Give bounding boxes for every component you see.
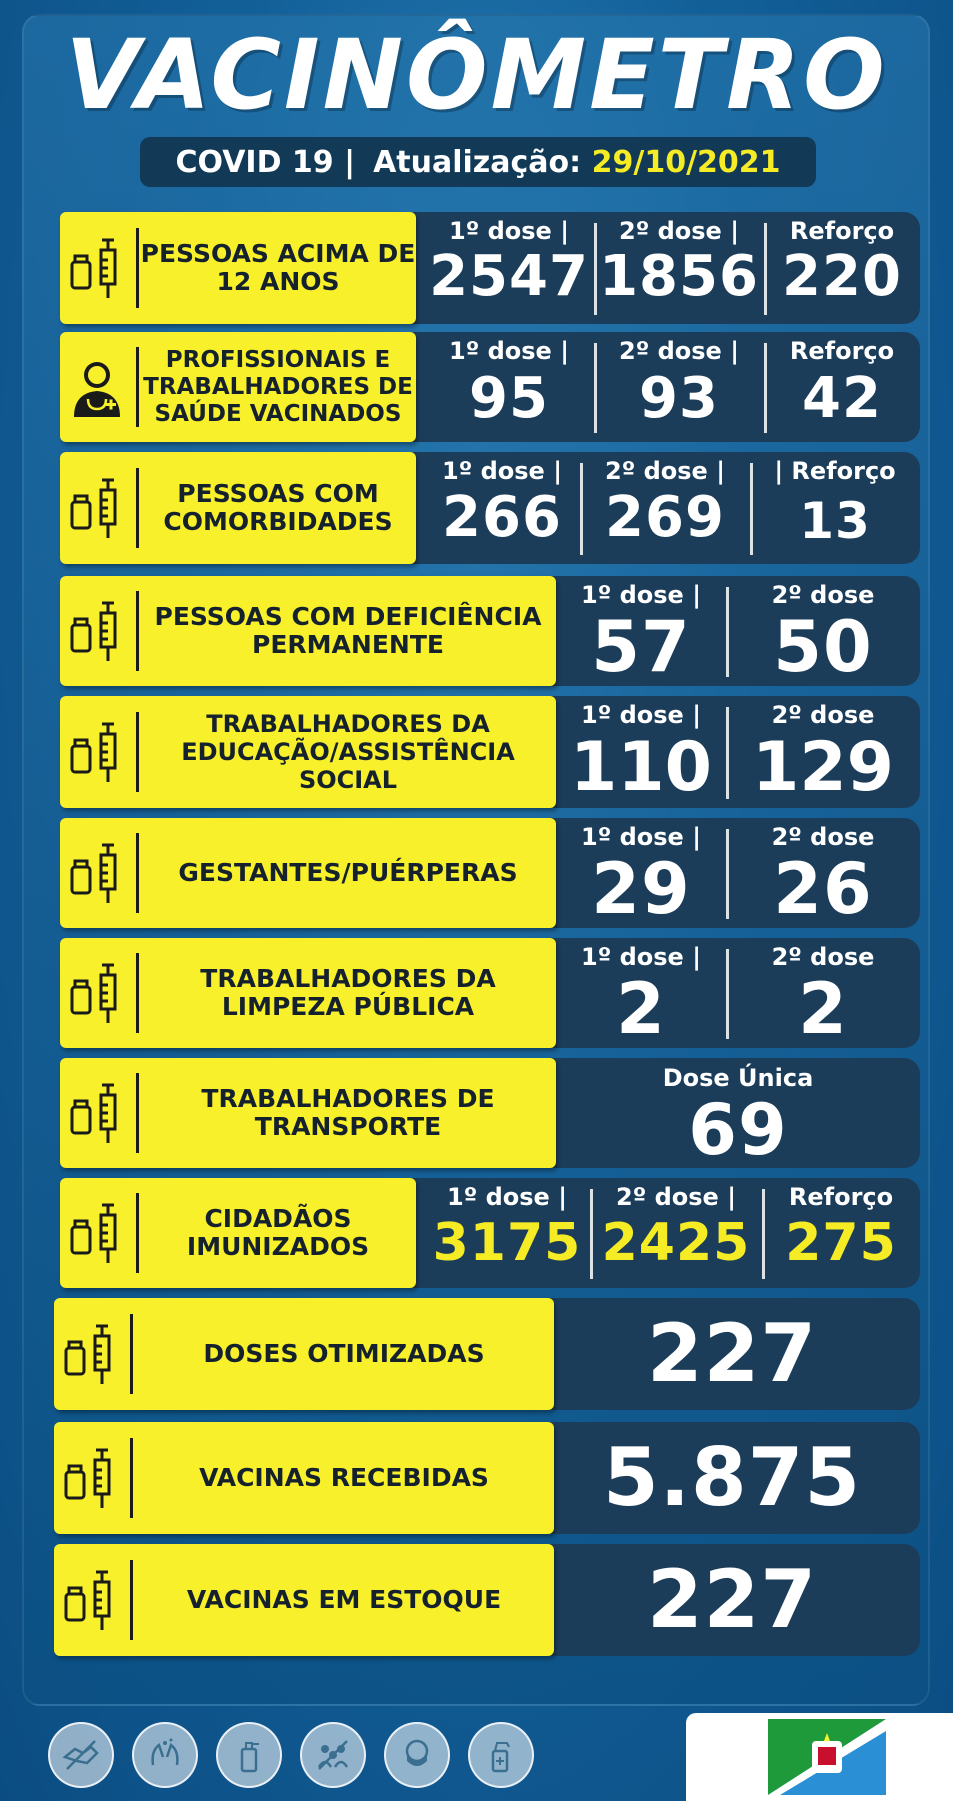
vaccine-icon xyxy=(68,476,126,540)
row-transporte xyxy=(60,1058,920,1171)
no-crowd-icon xyxy=(300,1722,366,1788)
vaccine-icon xyxy=(68,1201,126,1265)
dose-value: 227 xyxy=(647,1307,817,1400)
dose-value: 93 xyxy=(639,366,719,431)
dose-value: 26 xyxy=(773,848,873,930)
row-educacao xyxy=(60,696,920,808)
dose-value: 29 xyxy=(591,848,691,930)
dose-header: 1º dose | xyxy=(581,701,701,729)
update-date: 29/10/2021 xyxy=(591,144,781,180)
dose-value: 220 xyxy=(782,244,902,309)
vaccine-icon xyxy=(68,1081,126,1145)
dose-value: 13 xyxy=(799,492,871,550)
dose-header: 1º dose | xyxy=(581,823,701,851)
row-doses-otimizadas xyxy=(54,1298,920,1410)
vaccine-icon xyxy=(68,236,126,300)
dose-header: 2º dose | xyxy=(605,457,725,485)
dose-header: 2º dose | xyxy=(616,1183,736,1211)
row-profissionais-saude xyxy=(60,332,920,442)
dose-header: 1º dose | xyxy=(449,217,569,245)
no-handshake-icon xyxy=(48,1722,114,1788)
dose-value: 2547 xyxy=(429,244,589,309)
row-label: PROFISSIONAIS E TRABALHADORES DE SAÚDE VACINADOS xyxy=(143,346,413,427)
row-label: PESSOAS ACIMA DE 12 ANOS xyxy=(140,239,416,296)
dose-header: Reforço xyxy=(788,1183,894,1211)
row-label: TRABALHADORES DA EDUCAÇÃO/ASSISTÊNCIA SOCIAL xyxy=(181,710,515,794)
divider xyxy=(136,347,139,426)
row-gestantes xyxy=(60,818,920,928)
dose-header: 2º dose xyxy=(771,943,875,971)
row-comorbidades xyxy=(60,452,920,564)
vaccine-icon xyxy=(62,1568,120,1632)
dose-value: 227 xyxy=(647,1553,817,1646)
row-limpeza xyxy=(60,938,920,1048)
divider xyxy=(136,833,139,912)
row-label: PESSOAS COM DEFICIÊNCIA PERMANENTE xyxy=(154,602,542,659)
dose-header: 2º dose xyxy=(771,823,875,851)
dose-value: 1856 xyxy=(599,244,759,309)
dose-value: 269 xyxy=(605,485,725,550)
vaccine-icon xyxy=(62,1446,120,1510)
dose-value: 5.875 xyxy=(602,1431,862,1524)
dose-header: 1º dose | xyxy=(581,581,701,609)
divider xyxy=(136,1073,139,1152)
dose-header: Reforço xyxy=(789,217,895,245)
dose-value: 2425 xyxy=(601,1213,751,1273)
dose-value: 57 xyxy=(591,606,691,688)
hand-wash-icon xyxy=(132,1722,198,1788)
dose-header: 1º dose | xyxy=(447,1183,567,1211)
row-pessoas-12-anos xyxy=(60,212,920,324)
divider xyxy=(130,1314,133,1395)
dose-header: | Reforço xyxy=(774,457,896,485)
divider xyxy=(136,468,139,549)
row-label: DOSES OTIMIZADAS xyxy=(203,1339,485,1368)
dose-value: 266 xyxy=(442,485,562,550)
dose-value: 69 xyxy=(688,1089,788,1171)
vaccine-icon xyxy=(68,961,126,1025)
dose-value: 275 xyxy=(785,1213,897,1273)
dose-value: 42 xyxy=(802,366,882,431)
dose-header: 1º dose | xyxy=(442,457,562,485)
page-title: VACINÔMETRO xyxy=(65,19,888,131)
flag-area xyxy=(686,1713,953,1801)
update-label: Atualização: 29/10/2021 xyxy=(373,144,781,180)
row-label: TRABALHADORES DE TRANSPORTE xyxy=(201,1084,495,1141)
divider xyxy=(136,1193,139,1272)
divider xyxy=(130,1438,133,1519)
dose-header: 2º dose | xyxy=(619,337,739,365)
vaccine-icon xyxy=(68,720,126,784)
dose-header: Dose Única xyxy=(662,1064,814,1092)
prevention-icons xyxy=(48,1722,534,1788)
sanitizer-icon xyxy=(216,1722,282,1788)
dose-header: Reforço xyxy=(789,337,895,365)
dose-value: 2 xyxy=(798,968,848,1050)
row-label: CIDADÃOS IMUNIZADOS xyxy=(186,1204,370,1261)
dose-header: 1º dose | xyxy=(581,943,701,971)
doctor-icon xyxy=(68,355,126,419)
row-label: GESTANTES/PUÉRPERAS xyxy=(178,858,518,887)
row-deficiencia xyxy=(60,576,920,686)
divider xyxy=(136,228,139,309)
mask-icon xyxy=(384,1722,450,1788)
dose-value: 50 xyxy=(773,606,873,688)
row-vacinas-estoque xyxy=(54,1544,920,1656)
vaccine-icon xyxy=(62,1322,120,1386)
covid-label: COVID 19 | xyxy=(175,144,356,180)
row-label: VACINAS RECEBIDAS xyxy=(199,1463,489,1492)
dose-value: 129 xyxy=(752,728,894,807)
municipal-flag-icon xyxy=(768,1719,886,1795)
dose-value: 95 xyxy=(469,366,549,431)
spray-icon xyxy=(468,1722,534,1788)
row-label: TRABALHADORES DA LIMPEZA PÚBLICA xyxy=(200,964,496,1021)
dose-value: 3175 xyxy=(432,1213,582,1273)
row-cidadaos-imunizados xyxy=(60,1178,920,1288)
row-vacinas-recebidas xyxy=(54,1422,920,1534)
dose-header: 2º dose xyxy=(771,581,875,609)
divider xyxy=(136,712,139,793)
vaccine-icon xyxy=(68,599,126,663)
subtitle-bar xyxy=(140,137,816,187)
dose-value: 110 xyxy=(570,728,712,807)
dose-header: 1º dose | xyxy=(449,337,569,365)
divider xyxy=(130,1560,133,1641)
divider xyxy=(136,591,139,670)
row-label: VACINAS EM ESTOQUE xyxy=(186,1585,502,1614)
dose-header: 2º dose | xyxy=(619,217,739,245)
divider xyxy=(136,953,139,1032)
vaccine-icon xyxy=(68,841,126,905)
row-label: PESSOAS COM COMORBIDADES xyxy=(163,479,393,536)
dose-value: 2 xyxy=(616,968,666,1050)
dose-header: 2º dose xyxy=(771,701,875,729)
